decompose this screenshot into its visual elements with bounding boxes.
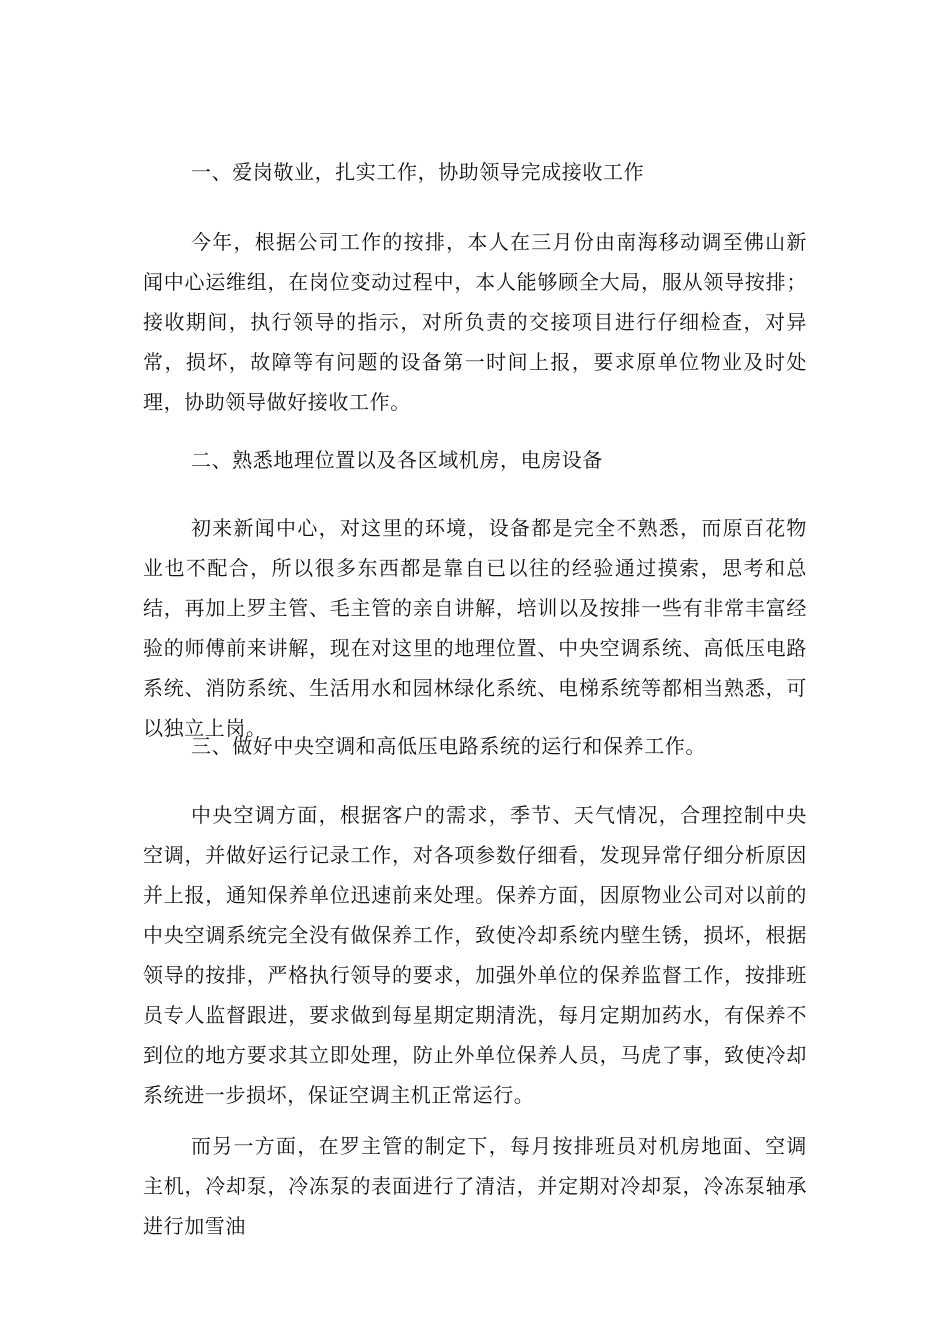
paragraph-2: [143, 508, 807, 748]
heading-text: 三、做好中央空调和高低压电路系统的运行和保养工作。: [191, 734, 706, 758]
paragraph-4: [143, 1126, 807, 1246]
heading-text: 二、熟悉地理位置以及各区域机房，电房设备: [191, 448, 603, 472]
paragraph-3: [143, 795, 807, 1115]
paragraph-text: 今年，根据公司工作的按排，本人在三月份由南海移动调至佛山新闻中心运维组，在岗位变动过程中，本人能够顾全大局，服从领导按排；接收期间，执行领导的指示，对所负责的交接项目进行仔细检查，对异常，损坏，故障等有问题的设备第一时间上报，要求原单位物业及时处理，协助领导做好接收工作。: [143, 230, 807, 414]
section-heading-1: [143, 157, 807, 187]
paragraph-text: 中央空调方面，根据客户的需求，季节、天气情况，合理控制中央空调，并做好运行记录工作，对各项参数仔细看，发现异常仔细分析原因并上报，通知保养单位迅速前来处理。保养方面，因原物业公司对以前的中央空调系统完全没有做保养工作，致使冷却系统内壁生锈，损坏，根据领导的按排，严格执行领导的要求，加强外单位的保养监督工作，按排班员专人监督跟进，要求做到每星期定期清洗，每月定期加药水，有保养不到位的地方要求其立即处理，防止外单位保养人员，马虎了事，致使冷却系统进一步损坏，保证空调主机正常运行。: [143, 803, 807, 1107]
heading-text: 一、爱岗敬业，扎实工作，协助领导完成接收工作: [191, 160, 645, 184]
paragraph-text: 初来新闻中心，对这里的环境，设备都是完全不熟悉，而原百花物业也不配合，所以很多东西都是靠自已以往的经验通过摸索，思考和总结，再加上罗主管、毛主管的亲自讲解，培训以及按排一些有非常丰富经验的师傅前来讲解，现在对这里的地理位置、中央空调系统、高低压电路系统、消防系统、生活用水和园林绿化系统、电梯系统等都相当熟悉，可以独立上岗。: [143, 516, 807, 740]
section-heading-2: [143, 445, 807, 475]
paragraph-1: [143, 222, 807, 422]
paragraph-text: 而另一方面，在罗主管的制定下，每月按排班员对机房地面、空调主机，冷却泵，冷冻泵的表面进行了清洁，并定期对冷却泵，冷冻泵轴承进行加雪油: [143, 1134, 807, 1238]
section-heading-3: [143, 731, 807, 761]
